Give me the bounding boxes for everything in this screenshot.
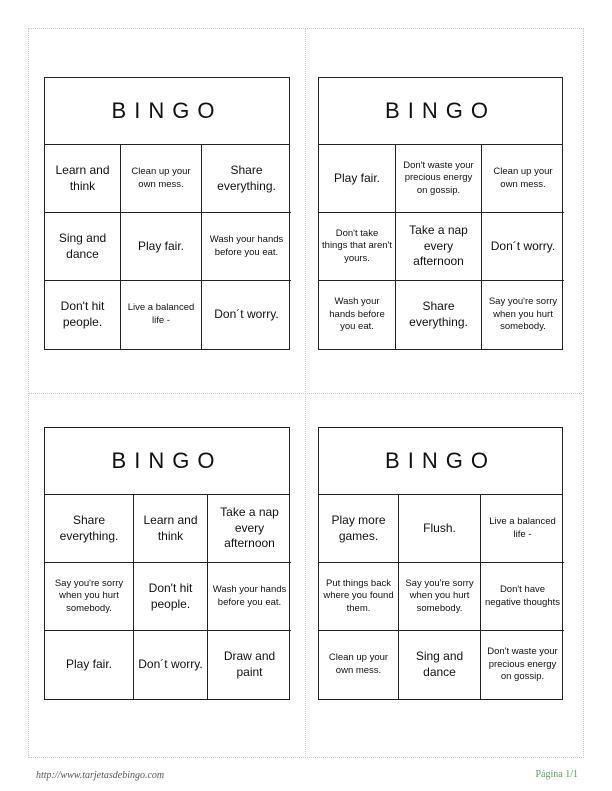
bingo-cell: Clean up your own mess.	[319, 631, 399, 699]
bingo-card	[44, 77, 290, 350]
bingo-cell: Don´t worry.	[134, 631, 208, 699]
bingo-cell: Wash your hands before you eat.	[319, 281, 396, 349]
bingo-card	[318, 427, 563, 700]
footer-url[interactable]: http://www.tarjetasdebingo.com	[36, 770, 165, 781]
bingo-card	[44, 427, 290, 700]
bingo-cell: Draw and paint	[223, 649, 276, 679]
bingo-cell: Sing and dance	[45, 213, 121, 281]
bingo-cell: Don't have negative thoughts	[481, 563, 564, 631]
bingo-cell: Say you're sorry when you hurt somebody.	[488, 296, 558, 333]
card-title: BINGO	[319, 428, 562, 495]
card-grid	[45, 495, 289, 699]
footer-page-number: Página 1/1	[535, 769, 578, 780]
bingo-cell: Take a nap every afternoon	[208, 495, 291, 563]
bingo-cell: Don't hit people.	[134, 563, 208, 631]
card-grid	[319, 145, 562, 349]
bingo-cell: Play fair.	[319, 145, 396, 213]
bingo-cell: Live a balanced life -	[121, 281, 202, 349]
bingo-cell: Take a nap every afternoon	[396, 213, 482, 281]
bingo-cell: Live a balanced life -	[481, 495, 564, 563]
bingo-cell: Wash your hands before you eat.	[202, 213, 291, 281]
bingo-cell: Share everything.	[45, 495, 134, 563]
bingo-cell: Say you're sorry when you hurt somebody.	[399, 563, 481, 631]
bingo-cell: Say you're sorry when you hurt somebody.	[45, 563, 134, 631]
bingo-cell: Put things back where you found them.	[319, 563, 399, 631]
card-grid	[319, 495, 562, 699]
bingo-cell: Learn and think	[45, 145, 121, 213]
bingo-cell: Share everything.	[396, 281, 482, 349]
bingo-cell: Share everything.	[202, 145, 291, 213]
card-title: BINGO	[45, 78, 289, 145]
bingo-cell: Play more games.	[319, 495, 399, 563]
bingo-cell: Don't waste your precious energy on gossip.	[396, 145, 482, 213]
bingo-cell: Clean up your own mess.	[482, 145, 564, 213]
bingo-cell: Don't hit people.	[45, 281, 121, 349]
bingo-cell: Don´t worry.	[214, 307, 279, 322]
bingo-cell: Play fair.	[121, 213, 202, 281]
bingo-cell: Wash your hands before you eat.	[208, 563, 291, 631]
bingo-cell: Don't waste your precious energy on gossip.	[487, 646, 558, 683]
cut-line-horizontal	[28, 393, 584, 394]
bingo-cell: Clean up your own mess.	[121, 145, 202, 213]
bingo-card	[318, 77, 563, 350]
bingo-cell: Don´t worry.	[482, 213, 564, 281]
bingo-cell: Don't take things that aren't yours.	[319, 213, 396, 281]
bingo-cell: Sing and dance	[399, 631, 481, 699]
bingo-cell: Learn and think	[134, 495, 208, 563]
card-grid	[45, 145, 289, 349]
bingo-cell: Play fair.	[45, 631, 134, 699]
card-title: BINGO	[45, 428, 289, 495]
card-title: BINGO	[319, 78, 562, 145]
bingo-cell: Flush.	[399, 495, 481, 563]
